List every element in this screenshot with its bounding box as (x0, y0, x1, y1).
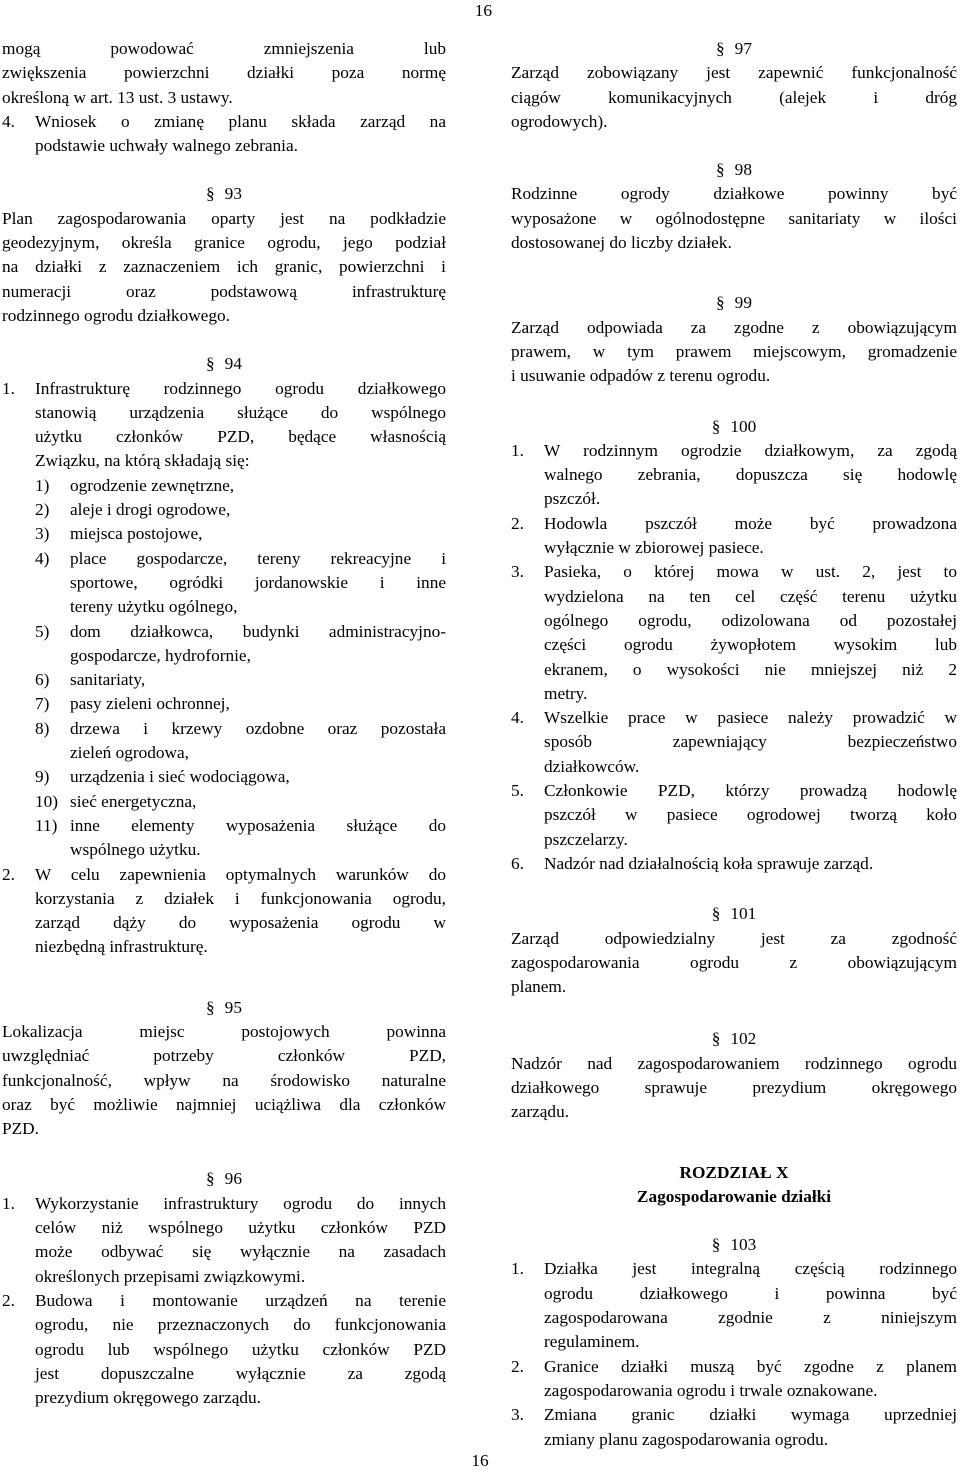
item-number: 1. (2, 1193, 15, 1213)
section-sign: § (711, 1235, 721, 1255)
section-heading-100 (511, 415, 957, 439)
text-line: gospodarcze, hydrofornie, (70, 645, 251, 665)
text-line: wyłącznie w zbiorowej pasiece. (544, 538, 764, 558)
text-line: podstawie uchwały walnego zebrania. (35, 136, 298, 156)
text-line: pasy zieleni ochronnej, (70, 694, 230, 714)
text-line: ekranem, o wysokości nie mniejszej niż 2 (544, 659, 957, 679)
text-line: urządzenia i sieć wodociągowa, (70, 767, 290, 787)
text-line: ogólnego ogrodu, odizolowana od pozostałej (544, 610, 957, 630)
section-97-text (511, 61, 957, 134)
section-sign: § (711, 416, 721, 436)
list-item (511, 560, 957, 706)
text-line: Nadzór nad działalnością koła sprawuje zarząd. (544, 853, 874, 873)
item-number: 1. (511, 440, 524, 460)
text-line: na działki z zaznaczeniem ich granic, powierzchni i (2, 257, 446, 277)
text-line: PZD. (2, 1119, 39, 1139)
section-98-text (511, 182, 957, 255)
text-line: i usuwanie odpadów z terenu ogrodu. (511, 366, 771, 386)
text-line: części ogrodu żywopłotem wysokim lub (544, 635, 957, 655)
list-item (2, 1192, 446, 1289)
text-line: określonych przepisami związkowymi. (35, 1266, 306, 1286)
text-line: prezydium okręgowego zarządu. (35, 1388, 261, 1408)
text-line: Plan zagospodarowania oparty jest na podkładzie (2, 208, 446, 228)
text-line: korzystania z działek i funkcjonowania ogrodu, (35, 888, 446, 908)
chapter-subtitle: Zagospodarowanie działki (636, 1186, 832, 1206)
text-line: zagospodarowania ogrodu i trwale oznakowane. (544, 1380, 878, 1400)
section-heading-97 (511, 37, 957, 61)
sub-item (35, 765, 446, 789)
section-heading-99 (511, 291, 957, 315)
text-line: Nadzór nad zagospodarowaniem rodzinnego ogrodu (511, 1053, 957, 1073)
text-line: dostosowanej do liczby działek. (511, 233, 732, 253)
sub-number: 7) (35, 694, 50, 714)
section-102-text (511, 1052, 957, 1125)
item-number: 3. (511, 1405, 524, 1425)
text-line: Budowa i montowanie urządzeń na terenie (35, 1290, 446, 1310)
text-line: inne elementy wyposażenia służące do (70, 815, 446, 835)
text-line: Lokalizacja miejsc postojowych powinna (2, 1021, 446, 1041)
item-number: 2. (2, 1290, 15, 1310)
item-number: 2. (2, 864, 15, 884)
section-101-text (511, 927, 957, 1000)
section-sign: § (206, 184, 215, 204)
section-sign: § (716, 160, 725, 180)
page-number-bottom: 16 (471, 1451, 489, 1470)
list-item (511, 439, 957, 512)
text-line: Pasieka, o której mowa w ust. 2, jest to (544, 562, 957, 582)
sub-number: 9) (35, 767, 50, 787)
text-line: drzewa i krzewy ozdobne oraz pozostała (70, 718, 446, 738)
text-line: ogrodu lub wspólnego użytku członków PZD (35, 1339, 446, 1359)
text-line: wydzielona na ten cel część terenu użytku (544, 586, 957, 606)
text-line: oraz być możliwie najmniej uciążliwa dla członków (2, 1094, 446, 1114)
text-line: ogrodu działkowego i powinna być (544, 1283, 957, 1303)
section-93-text (2, 207, 446, 328)
text-line: zarząd dąży do wyposażenia ogrodu w (35, 913, 446, 933)
section-heading-96 (2, 1167, 446, 1191)
text-line: sanitariaty, (70, 670, 146, 690)
text-line: pszczelarzy. (544, 829, 628, 849)
section-heading-93 (2, 182, 446, 206)
text-line: określoną w art. 13 ust. 3 ustawy. (2, 87, 233, 107)
sub-number: 11) (35, 815, 58, 835)
text-line: ogrodowych). (511, 111, 608, 131)
section-number: 103 (730, 1235, 757, 1255)
list-item (2, 110, 446, 159)
list-item (511, 706, 957, 779)
section-sign: § (206, 1169, 215, 1189)
sub-number: 5) (35, 621, 50, 641)
sub-item (35, 790, 446, 814)
text-line: Wniosek o zmianę planu składa zarząd na (35, 111, 446, 131)
item-number: 2. (511, 1356, 524, 1376)
list-item (511, 1403, 957, 1452)
sub-number: 6) (35, 670, 50, 690)
text-line: może odbywać się wyłącznie na zasadach (35, 1242, 446, 1262)
section-sign: § (716, 293, 725, 313)
text-line: sportowe, ogródki jordanowskie i inne (70, 572, 446, 592)
section-number: 101 (730, 904, 757, 924)
item-number: 3. (511, 562, 524, 582)
chapter-title: ROZDZIAŁ X (679, 1162, 789, 1182)
text-line: zagospodarowana zgodnie z niniejszym (544, 1308, 957, 1328)
text-line: pszczół w pasiece ogrodowej tworzą koło (544, 805, 957, 825)
text-line: Infrastrukturę rodzinnego ogrodu działkowego (35, 378, 446, 398)
text-line: zarządu. (511, 1102, 570, 1122)
sub-item (35, 668, 446, 692)
section-heading-101 (511, 902, 957, 926)
text-line: ogrodu, nie przeznaczonych do funkcjonowania (35, 1315, 446, 1335)
section-sign: § (711, 1029, 721, 1049)
section-heading-98 (511, 158, 957, 182)
sub-item (35, 547, 446, 620)
section-heading-94 (2, 352, 446, 376)
text-line: rodzinnego ogrodu działkowego. (2, 305, 230, 325)
text-line: uwzględniać potrzeby członków PZD, (2, 1046, 446, 1066)
item-number: 1. (2, 378, 15, 398)
sub-item (35, 717, 446, 766)
list-item (511, 779, 957, 852)
text-line: sposób zapewniający bezpieczeństwo (544, 732, 957, 752)
text-line: wspólnego użytku. (70, 840, 201, 860)
section-number: 102 (730, 1029, 757, 1049)
text-line: sieć energetyczna, (70, 791, 197, 811)
sub-item (35, 498, 446, 522)
list-item (2, 863, 446, 960)
text-line: ciągów komunikacyjnych (alejek i dróg (511, 87, 957, 107)
section-95-text (2, 1020, 446, 1141)
left-column (2, 37, 446, 1410)
text-line: place gospodarcze, tereny rekreacyjne i (70, 548, 446, 568)
text-line: metry. (544, 683, 588, 703)
section-number: 94 (224, 354, 242, 374)
text-line: dom działkowca, budynki administracyjno- (70, 621, 446, 641)
section-sign: § (206, 997, 215, 1017)
text-line: Działka jest integralną częścią rodzinnego (544, 1259, 957, 1279)
item-number: 4. (511, 708, 524, 728)
sub-item (35, 474, 446, 498)
list-item (511, 512, 957, 561)
section-number: 100 (730, 416, 757, 436)
text-line: W celu zapewnienia optymalnych warunków do (35, 864, 446, 884)
section-number: 93 (224, 184, 242, 204)
text-line: Zmiana granic działki wymaga uprzedniej (544, 1405, 957, 1425)
item-number: 2. (511, 513, 524, 533)
text-line: regulaminem. (544, 1332, 640, 1352)
text-line: stanowią urządzenia służące do wspólnego (35, 402, 446, 422)
text-line: Wykorzystanie infrastruktury ogrodu do innych (35, 1193, 446, 1213)
item-number: 6. (511, 853, 524, 873)
sub-number: 1) (35, 475, 50, 495)
text-line: Członkowie PZD, którzy prowadzą hodowlę (544, 781, 957, 801)
section-sign: § (206, 354, 215, 374)
text-line: tereny użytku ogólnego, (70, 597, 238, 617)
text-line: zwiększenia powierzchni działki poza normę (2, 63, 446, 83)
text-line: zmiany planu zagospodarowania ogrodu. (544, 1429, 829, 1449)
list-item (2, 377, 446, 863)
section-heading-103 (511, 1233, 957, 1257)
text-line: Rodzinne ogrody działkowe powinny być (511, 184, 957, 204)
text-line: prawem, w tym prawem miejscowym, gromadzenie (511, 341, 957, 361)
list-item (511, 852, 957, 876)
sub-item (35, 692, 446, 716)
text-line: Zarząd odpowiedzialny jest za zgodność (511, 928, 957, 948)
text-line: walnego zebrania, dopuszcza się hodowlę (544, 465, 957, 485)
text-line: użytku członków PZD, będące własnością (35, 427, 446, 447)
text-line: geodezyjnym, określa granice ogrodu, jego podział (2, 233, 446, 253)
section-heading-95 (2, 996, 446, 1020)
text-line: wyposażone w ogólnodostępne sanitariaty w ilości (511, 208, 957, 228)
text-line: numeracji oraz podstawową infrastrukturę (2, 281, 446, 301)
section-number: 97 (734, 39, 752, 58)
item-number: 4. (2, 111, 15, 131)
section-number: 98 (734, 160, 752, 180)
sub-number: 10) (35, 791, 59, 811)
right-column (511, 37, 957, 1452)
text-line: Wszelkie prace w pasiece należy prowadzić w (544, 708, 957, 728)
text-line: pszczół. (544, 489, 601, 509)
section-99-text (511, 316, 957, 389)
text-line: Hodowla pszczół może być prowadzona (544, 513, 957, 533)
text-line: planem. (511, 977, 567, 997)
text-line: Związku, na którą składają się: (35, 451, 250, 471)
text-line: Granice działki muszą być zgodne z planem (544, 1356, 957, 1376)
text-line: mogą powodować zmniejszenia lub (2, 39, 446, 58)
text-line: niezbędną infrastrukturę. (35, 937, 208, 957)
section-sign: § (711, 904, 721, 924)
text-line: działkowców. (544, 756, 640, 776)
text-line: Zarząd odpowiada za zgodne z obowiązującym (511, 317, 957, 337)
text-line: celów niż wspólnego użytku członków PZD (35, 1218, 446, 1238)
text-line: W rodzinnym ogrodzie działkowym, za zgodą (544, 440, 957, 460)
sub-number: 3) (35, 524, 50, 544)
text-line: działkowego sprawuje prezydium okręgowego (511, 1077, 957, 1097)
item-number: 5. (511, 781, 524, 801)
sub-item (35, 522, 446, 546)
section-heading-102 (511, 1027, 957, 1051)
section-number: 99 (734, 293, 752, 313)
text-line: zagospodarowania ogrodu z obowiązującym (511, 952, 957, 972)
sub-number: 2) (35, 500, 50, 520)
text-line: miejsca postojowe, (70, 524, 203, 544)
sub-item (35, 620, 446, 669)
sub-number: 4) (35, 548, 50, 568)
list-item (2, 1289, 446, 1410)
section-number: 95 (224, 997, 242, 1017)
text-line: aleje i drogi ogrodowe, (70, 500, 231, 520)
sub-item (35, 814, 446, 863)
item-number: 1. (511, 1259, 524, 1279)
sub-number: 8) (35, 718, 50, 738)
page-number-top: 16 (474, 1, 492, 20)
text-line: Zarząd zobowiązany jest zapewnić funkcjonalność (511, 63, 957, 83)
text-line: jest dopuszczalne wyłącznie za zgodą (35, 1363, 446, 1383)
list-item (511, 1257, 957, 1354)
text-line: funkcjonalność, wpływ na środowisko naturalne (2, 1070, 446, 1090)
section-sign: § (716, 39, 725, 58)
text-line: ogrodzenie zewnętrzne, (70, 475, 235, 495)
text-line: zieleń ogrodowa, (70, 743, 190, 763)
section-number: 96 (224, 1169, 242, 1189)
intro-paragraph (2, 37, 446, 110)
list-item (511, 1355, 957, 1404)
